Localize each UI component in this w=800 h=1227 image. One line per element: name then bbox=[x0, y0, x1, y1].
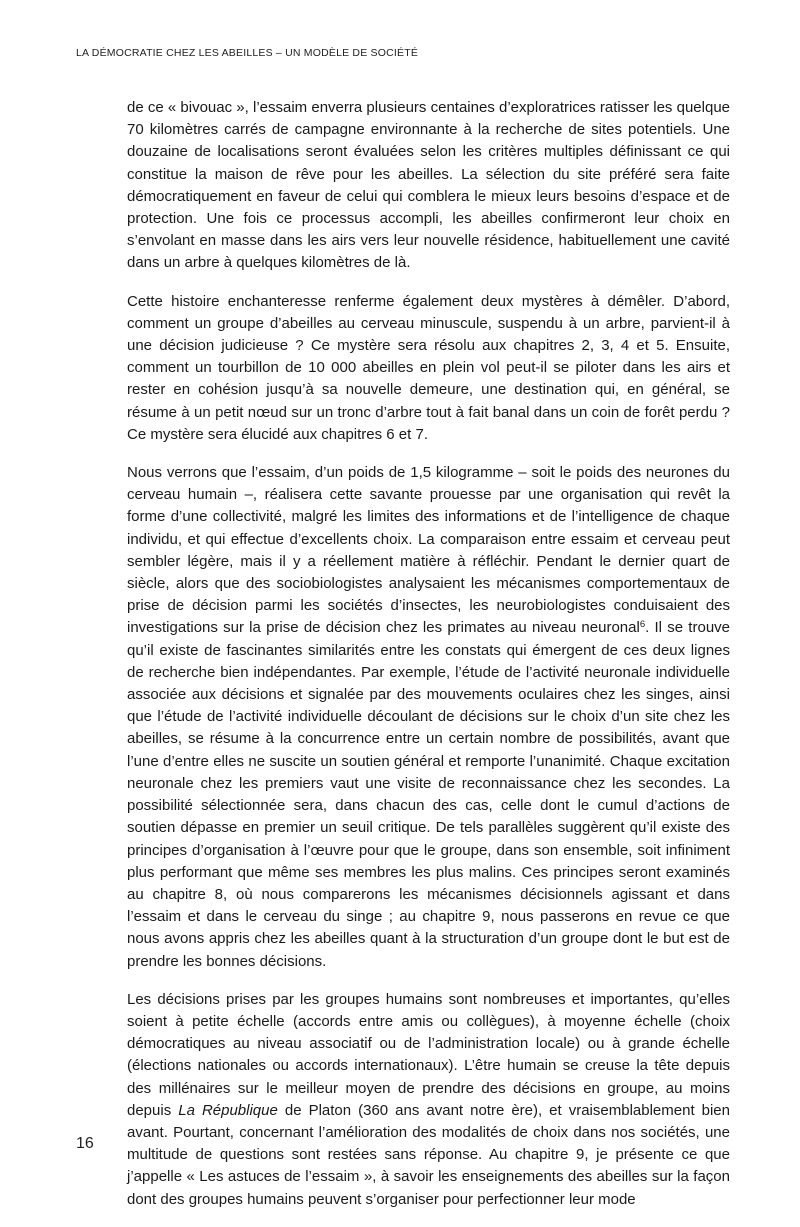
paragraph-4 bbox=[127, 989, 730, 1211]
page-number: 16 bbox=[76, 1135, 94, 1152]
paragraph-4-text-b: de Platon (360 ans avant notre ère), et vraisemblablement bien avant. Pourtant, concernant l’amélioration des modalités de choix dans nos sociétés, une multitude de questions sont restées sans réponse. Au chapitre 9, je présente ce que j’appelle « Les astuces de l’essaim », à savoir les enseignements des abeilles sur la façon dont des groupes humains peuvent s’organiser pour perfectionner leur mode bbox=[127, 1101, 730, 1208]
paragraph-3-text-b: . Il se trouve qu’il existe de fascinantes similarités entre les constats qui émergent de ces deux lignes de recherche bien indépendantes. Par exemple, l’étude de l’activité neuronale individuelle associée aux décisions et signalée par des mouvements oculaires chez les singes, ainsi que l’étude de l’activité individuelle découlant de décisions sur le choix d’un site chez les abeilles, se résume à la concurrence entre un certain nombre de possibilités, avant que l’une d’entre elles ne suscite un soutien général et remporte l’unanimité. Chaque excitation neuronale chez les premiers vaut une visite de reconnaissance chez les secondes. La possibilité sélectionnée sera, dans chacun des cas, celle dont le cumul d’actions de soutien dépasse en premier un seuil critique. De tels parallèles suggèrent qu’il existe des principes d’organisation à l’œuvre pour que le groupe, dans son ensemble, soit infiniment plus performant que même ses membres les plus malins. Ces principes seront examinés au chapitre 8, où nous comparerons les mécanismes décisionnels agissant et dans l’essaim et dans le cerveau du singe ; au chapitre 9, nous passerons en revue ce que nous avons appris chez les abeilles quant à la structuration d’un groupe dont le but est de prendre les bonnes décisions. bbox=[127, 619, 730, 970]
paragraph-3 bbox=[127, 462, 730, 973]
paragraph-3-text-a: Nous verrons que l’essaim, d’un poids de 1,5 kilogramme – soit le poids des neurones du cerveau humain –, réalisera cette savante prouesse par une organisation qui revêt la forme d’une collectivité, malgré les limites des informations et de l’intelligence de chaque individu, et qui effectue d’excellents choix. La comparaison entre essaim et cerveau peut sembler légère, mais il y a réellement matière à réfléchir. Pendant le dernier quart de siècle, alors que des sociobiologistes analysaient les mécanismes comportementaux de prise de décision parmi les sociétés d’insectes, les neurobiologistes conduisaient des investigations sur la prise de décision chez les primates au niveau neuronal bbox=[127, 464, 730, 637]
footnote-reference[interactable]: 6 bbox=[639, 619, 646, 631]
paragraph-2: Cette histoire enchanteresse renferme également deux mystères à démêler. D’abord, comment un groupe d’abeilles au cerveau minuscule, suspendu à un arbre, parvient-il à une décision judicieuse ? Ce mystère sera résolu aux chapitres 2, 3, 4 et 5. Ensuite, comment un tourbillon de 10 000 abeilles en plein vol peut-il se piloter dans les airs et rester en cohésion jusqu’à sa nouvelle demeure, une destination qui, en général, se résume à un petit nœud sur un tronc d’arbre tout à fait banal dans un coin de forêt perdu ? Ce mystère sera élucidé aux chapitres 6 et 7. bbox=[127, 292, 730, 443]
book-title-italic: La République bbox=[178, 1101, 278, 1119]
paragraph-1: de ce « bivouac », l’essaim enverra plusieurs centaines d’exploratrices ratisser les quelque 70 kilomètres carrés de campagne environnante à la recherche de sites potentiels. Une douzaine de localisations seront évaluées selon les critères multiples définissant ce qui constitue la maison de rêve pour les abeilles. La sélection du site préféré sera faite démocratiquement en faveur de celui qui comblera le mieux leurs besoins d’espace et de protection. Une fois ce processus accompli, les abeilles confirmeront leur choix en s’envolant en masse dans les airs vers leur nouvelle résidence, habituellement une cavité dans un arbre à quelques kilomètres de là. bbox=[127, 99, 730, 272]
running-header: LA DÉMOCRATIE CHEZ LES ABEILLES – UN MODÈLE DE SOCIÉTÉ bbox=[76, 47, 419, 59]
page-body bbox=[127, 97, 730, 1227]
paragraph-4-text-a: Les décisions prises par les groupes humains sont nombreuses et importantes, qu’elles soient à petite échelle (accords entre amis ou collègues), à moyenne échelle (choix démocratiques au niveau associatif ou de l’administration locale) ou à grande échelle (élections nationales ou accords internationaux). L’être humain se creuse la tête depuis des millénaires sur le meilleur moyen de prendre des décisions en groupe, au moins depuis bbox=[127, 990, 730, 1119]
